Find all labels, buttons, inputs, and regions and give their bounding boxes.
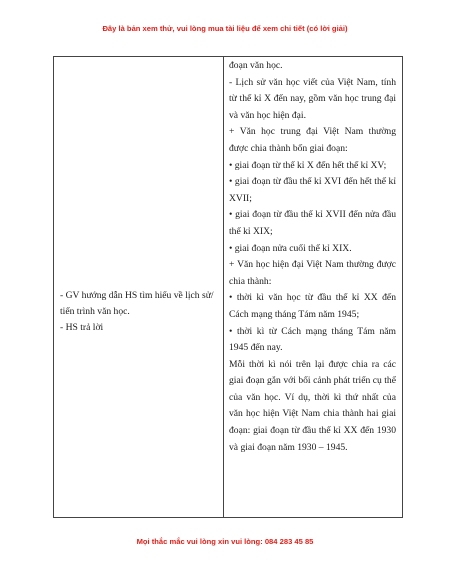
preview-banner: Đây là bản xem thử, vui lòng mua tài liệu để xem chi tiết (có lời giải) [102, 24, 348, 33]
contact-footer: Mọi thắc mắc vui lòng xin vui lòng: 084 283 45 85 [136, 537, 314, 546]
content-line: • giai đoạn từ thế kỉ X đến hết thế kỉ XV; [229, 159, 387, 171]
content-line: + Văn học trung đại Việt Nam thường được chia thành bốn giai đoạn: [229, 126, 396, 154]
teacher-activity-text [60, 288, 219, 337]
content-cell [224, 57, 402, 517]
content-line: + Văn học hiện đại Việt Nam thường được chia thành: [229, 259, 396, 287]
content-line: • giai đoạn nửa cuối thế kỉ XIX. [229, 242, 352, 254]
content-line: đoạn văn học. [229, 60, 283, 71]
content-line: • thời kì từ Cách mạng tháng Tám năm 1945 đến nay. [229, 325, 396, 354]
content-line: Mỗi thời kì nói trên lại được chia ra các giai đoạn gắn với bối cảnh phát triển cụ thể của văn học. Ví dụ, thời kì thứ nhất của văn học hiện Việt Nam chia thành hai giai đoạn: giai đoạn từ đầu thế kỉ XX đến 1930 và giai đoạn năm 1930 – 1945. [229, 358, 396, 453]
activity-line: - HS trả lời [60, 322, 104, 334]
activity-line: - GV hướng dẫn HS tìm hiểu về lịch sử/ tiến trình văn học. [60, 290, 214, 318]
teacher-activity-cell [54, 57, 224, 517]
content-line: • giai đoạn từ đầu thế kỉ XVI đến hết thế kỉ XVII; [229, 176, 396, 204]
content-line: • thời kì văn học từ đầu thế kỉ XX đến Cách mạng tháng Tám năm 1945; [229, 292, 396, 320]
content-line: - Lịch sử văn học viết của Việt Nam, tính từ thế kỉ X đến nay, gồm văn học trung đại và văn học hiện đại. [229, 76, 396, 121]
content-line: • giai đoạn từ đầu thế kỉ XVII đến nửa đầu thế kỉ XIX; [229, 209, 396, 237]
lesson-table [53, 56, 403, 518]
content-text [229, 58, 396, 456]
